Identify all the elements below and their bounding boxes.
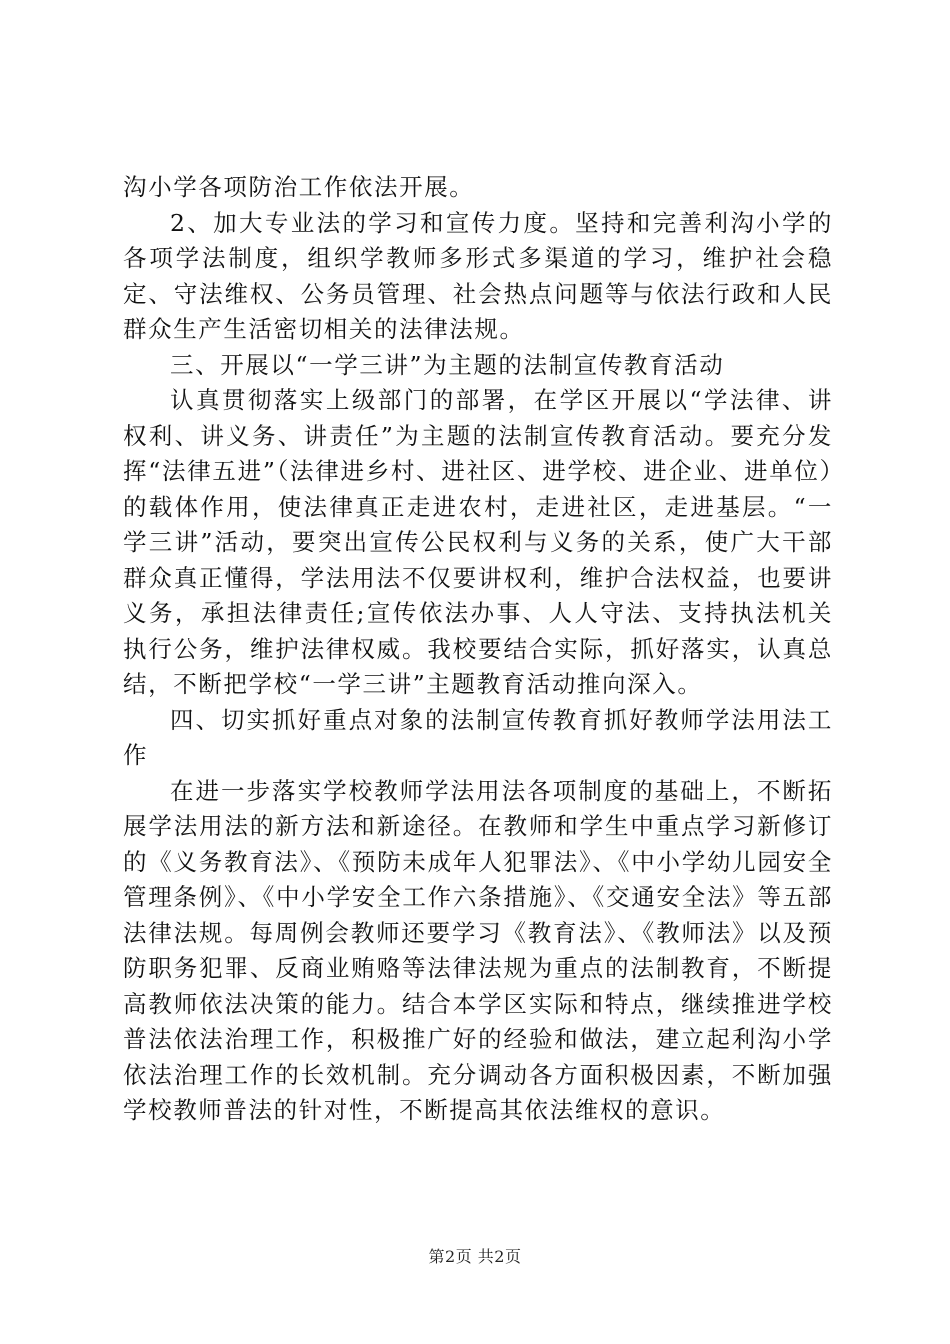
document-body bbox=[123, 170, 833, 1129]
section-heading-3: 三、开展以“一学三讲”为主题的法制宣传教育活动 bbox=[170, 350, 725, 379]
section-heading-4: 四、切实抓好重点对象的法制宣传教育抓好教师学法用法工作 bbox=[123, 705, 833, 769]
paragraph-section-4-body: 在进一步落实学校教师学法用法各项制度的基础上，不断拓展学法用法的新方法和新途径。在教师和学生中重点学习新修订的《义务教育法》、《预防未成年人犯罪法》、《中小学幼儿园安全管理条例》、《中小学安全工作六条措施》、《交通安全法》等五部法律法规。每周例会教师还要学习《教育法》、《教师法》以及预防职务犯罪、反商业贿赂等法律法规为重点的法制教育，不断提高教师依法决策的能力。结合本学区实际和特点，继续推进学校普法依法治理工作，积极推广好的经验和做法，建立起利沟小学依法治理工作的长效机制。充分调动各方面积极因素，不断加强学校教师普法的针对性，不断提高其依法维权的意识。 bbox=[123, 776, 833, 1124]
paragraph-section-3-body: 认真贯彻落实上级部门的部署，在学区开展以“学法律、讲权利、讲义务、讲责任”为主题的法制宣传教育活动。要充分发挥“法律五进”（法律进乡村、进社区、进学校、进企业、进单位）的载体作用，使法律真正走进农村，走进社区，走进基层。“一学三讲”活动，要突出宣传公民权利与义务的关系，使广大干部群众真正懂得，学法用法不仅要讲权利，维护合法权益，也要讲义务，承担法律责任;宣传依法办事、人人守法、支持执法机关执行公务，维护法律权威。我校要结合实际，抓好落实，认真总结，不断把学校“一学三讲”主题教育活动推向深入。 bbox=[123, 386, 833, 698]
page-footer bbox=[0, 1244, 950, 1267]
page-number-label: 第2页 共2页 bbox=[428, 1247, 522, 1266]
paragraph-continuation: 沟小学各项防治工作依法开展。 bbox=[123, 173, 475, 201]
paragraph-item-2: 2、加大专业法的学习和宣传力度。坚持和完善利沟小学的各项学法制度，组织学教师多形式多渠道的学习，维护社会稳定、守法维权、公务员管理、社会热点问题等与依法行政和人民群众生产生活密切相关的法律法规。 bbox=[123, 208, 833, 343]
